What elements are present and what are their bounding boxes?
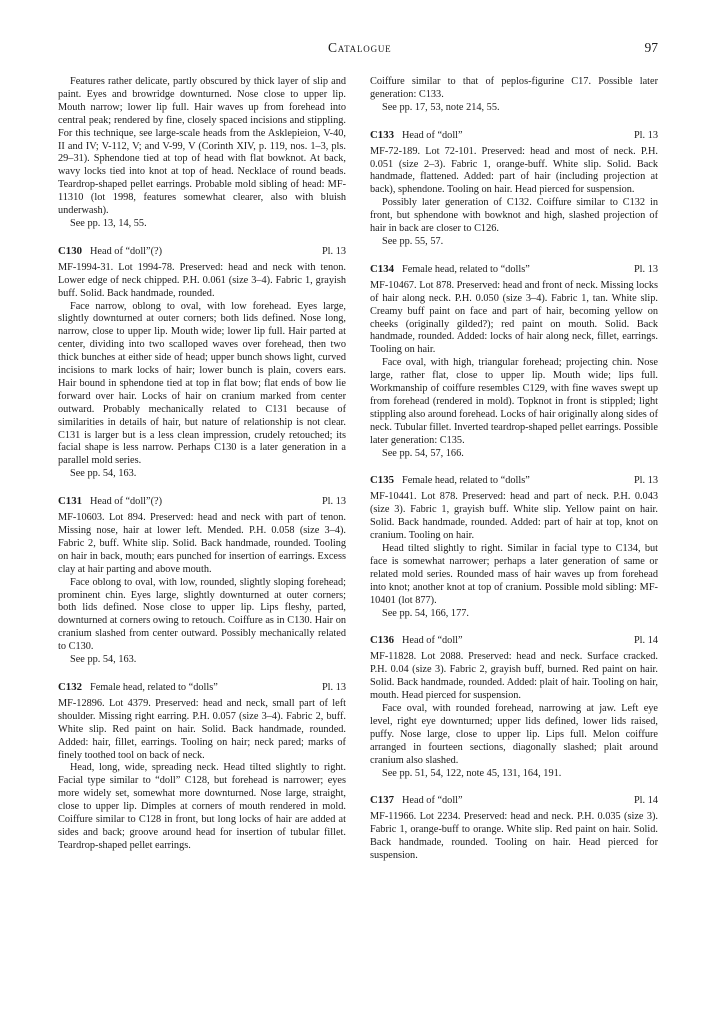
catalogue-entry bbox=[58, 681, 346, 853]
continuation-paragraph: Features rather delicate, partly obscured by thick layer of slip and paint. Eyes and browridge downturned. Nose close to upper lip. Mouth narrow; lower lip full. Hair waves up from forehead into central peak; rendered by fine, closely spaced incisions and stippling. For this technique, see large-scale heads from the Asklepieion, V-40, II and IV; V-112, V; and V-99, V (Corinth XIV, p. 119, nos. 1–3, pls. 29–31). Sphendone tied at top of head with flat bowknot. At back, wavy locks tied into knot at top of head. Necklace of round beads. Teardrop-shaped pellet earrings. Probable mold sibling of head: MF-11310 (lot 1998, features somewhat clearer, also with bluish underwash). bbox=[58, 76, 346, 217]
entry-plate: Pl. 14 bbox=[633, 635, 658, 647]
catalogue-entry bbox=[370, 634, 658, 780]
entry-plate: Pl. 13 bbox=[633, 263, 658, 275]
entry-heading-left bbox=[370, 474, 530, 488]
see-also: See pp. 54, 163. bbox=[70, 654, 137, 666]
entry-id: C133 bbox=[370, 128, 394, 141]
running-title: Catalogue bbox=[328, 40, 392, 55]
catalogue-entry bbox=[58, 495, 346, 667]
entry-heading bbox=[370, 474, 658, 488]
entry-heading-left bbox=[370, 794, 463, 808]
right-column bbox=[370, 76, 658, 863]
entry-title: Head of “doll” bbox=[402, 635, 463, 647]
entry-id: C131 bbox=[58, 495, 82, 508]
entry-title: Head of “doll”(?) bbox=[90, 496, 163, 508]
entry-heading-left bbox=[370, 634, 463, 648]
entry-description: MF-11966. Lot 2234. Preserved: head and neck. P.H. 0.035 (size 3). Fabric 1, orange-buff to orange. White slip. Red paint on hair. Solid. Back handmade, rounded. Tooling on hair. Head pierced for suspension. bbox=[370, 811, 658, 862]
entry-paragraph: Face oval, with rounded forehead, narrowing at jaw. Left eye level, right eye downturned; upper lids defined, lower lids raised, puffy. Nose large, close to upper lip. Lips full. Melon coiffure arranged in fourteen sections, diagonally slashed; plait around cranium also slashed. bbox=[370, 702, 658, 766]
entry-heading bbox=[58, 495, 346, 509]
catalogue-entry bbox=[58, 245, 346, 481]
entry-heading-left bbox=[58, 681, 218, 695]
entry-description: MF-10603. Lot 894. Preserved: head and neck with part of tenon. Missing nose, hair at lower left. Mended. P.H. 0.058 (size 3–4). Fabric 2, buff. White slip. Solid. Back handmade, rounded. Tooling on hair in back, mouth; ears punched for insertion of earrings. Excess clay at hair parting and above mouth. bbox=[58, 512, 346, 575]
entry-description: MF-10467. Lot 878. Preserved: head and front of neck. Missing locks of hair along neck. P.H. 0.050 (size 3–4). Fabric 1, tan. White slip. Creamy buff paint on face and part of hair, becoming yellow on cheeks (originally gilded?); red paint on mouth. Solid. Back handmade, rounded. Added: locks of hair along neck, fillet, earrings. Tooling on hair. bbox=[370, 279, 658, 356]
page-header bbox=[58, 40, 658, 60]
entry-heading-left bbox=[370, 129, 463, 143]
entry-title: Head of “doll” bbox=[402, 129, 463, 141]
entry-heading-left bbox=[58, 245, 162, 259]
catalogue-entry bbox=[370, 794, 658, 863]
see-also: See pp. 13, 14, 55. bbox=[70, 217, 147, 229]
left-entries bbox=[58, 245, 346, 853]
entry-description: MF-1994-31. Lot 1994-78. Preserved: head and neck with tenon. Lower edge of neck chipped. P.H. 0.061 (size 3–4). Fabric 1, grayish buff. Solid. Back handmade, rounded. bbox=[58, 261, 346, 299]
entry-plate: Pl. 13 bbox=[321, 681, 346, 693]
entry-heading bbox=[58, 245, 346, 259]
entry-paragraph: Face narrow, oblong to oval, with low forehead. Eyes large, slightly downturned at outer corners; both lids defined. Nose long, narrow, close to upper lip. Mouth wide; lower lip full. Hair parted at center, dividing into two scalloped waves over forehead, then two thick bunches at either side of head; upper bunch shows light, curved incisions to mark locks of hair; lower bunch is plain, covers ears. Hair bound in sphendone tied at top in flat bow; flat ends of bow lie forward over hair. Locks of hair on cranium marked from center outward. Probably mechanically related to C131 because of similarities in details of hair, but nature of relationship is not clear. C131 is larger but is a less clean impression, crudely retouched; its facial shape is less narrow. Perhaps C130 is a later generation in a parallel mold series. bbox=[58, 300, 346, 467]
see-also: See pp. 54, 163. bbox=[70, 468, 137, 480]
catalogue-entry bbox=[370, 129, 658, 249]
catalogue-entry bbox=[370, 474, 658, 620]
entry-plate: Pl. 13 bbox=[633, 129, 658, 141]
entry-id: C137 bbox=[370, 794, 394, 807]
entry-paragraph: Possibly later generation of C132. Coiffure similar to C132 in front, but sphendone with bowknot and high, slashed projection of hair in back are closer to C126. bbox=[370, 197, 658, 235]
entry-title: Head of “doll” bbox=[402, 795, 463, 807]
entry-heading bbox=[370, 634, 658, 648]
entry-title: Female head, related to “dolls” bbox=[402, 475, 530, 487]
entry-description: MF-11828. Lot 2088. Preserved: head and neck. Surface cracked. P.H. 0.04 (size 3). Fabric 2, grayish buff, burned. Red paint on hair. Solid. Back handmade, rounded. Added: plait of hair. Tooling on hair, mouth. Head pierced for suspension. bbox=[370, 651, 658, 702]
see-also: See pp. 17, 53, note 214, 55. bbox=[382, 101, 500, 113]
entry-paragraph: Face oblong to oval, with low, rounded, slightly sloping forehead; prominent chin. Eyes large, slightly downturned at outer corners; both lids defined. Nose close to upper lip. Lips fleshy, parted, downturned at corners owing to retouch. Coiffure as in C130. Hair on cranium slashed from center outward. Possibly mechanically related to C130. bbox=[58, 576, 346, 653]
entry-heading bbox=[58, 681, 346, 695]
catalogue-entry bbox=[370, 263, 658, 461]
entry-id: C130 bbox=[58, 244, 82, 257]
entry-title: Head of “doll”(?) bbox=[90, 245, 163, 257]
entry-plate: Pl. 13 bbox=[321, 496, 346, 508]
entry-title: Female head, related to “dolls” bbox=[402, 263, 530, 275]
entry-id: C134 bbox=[370, 262, 394, 275]
entry-heading-left bbox=[370, 263, 530, 277]
entry-description: MF-10441. Lot 878. Preserved: head and part of neck. P.H. 0.043 (size 3). Fabric 1, grayish buff. White slip. Yellow paint on hair. Solid. Back handmade, rounded. Added: part of hair at top, knot on cranium. Tooling on hair. bbox=[370, 491, 658, 542]
entry-description: MF-12896. Lot 4379. Preserved: head and neck, small part of left shoulder. Missing right earring. P.H. 0.057 (size 3–4). Fabric 2, buff. White slip. Red paint on hair. Solid. Back handmade, rounded. Added: hair, fillet, earrings. Tooling on hair; neck pared; marks of finely toothed tool on back of neck. bbox=[58, 697, 346, 761]
entry-title: Female head, related to “dolls” bbox=[90, 681, 218, 693]
entry-heading bbox=[370, 794, 658, 808]
see-also: See pp. 51, 54, 122, note 45, 131, 164, 191. bbox=[382, 767, 562, 779]
left-column bbox=[58, 76, 346, 853]
entry-heading bbox=[370, 263, 658, 277]
entry-plate: Pl. 13 bbox=[633, 475, 658, 487]
entry-plate: Pl. 14 bbox=[633, 795, 658, 807]
entry-paragraph: Head tilted slightly to right. Similar in facial type to C134, but face is somewhat narrower; perhaps a later generation of same or related mold series. Rounded mass of hair waves up from forehead into knot; another knot at top of cranium. Possible mold sibling: MF-10401 (lot 877). bbox=[370, 543, 658, 606]
see-also: See pp. 54, 166, 177. bbox=[382, 607, 469, 619]
entry-id: C132 bbox=[58, 680, 82, 693]
entry-heading-left bbox=[58, 495, 162, 509]
entry-paragraph: Head, long, wide, spreading neck. Head tilted slightly to right. Facial type similar to “doll” C128, but forehead is narrower; eyes more widely set, somewhat more downturned. Nose large, straight, close to upper lip. Dimples at corners of mouth rendered in mold. Coiffure similar to C128 in front, but long locks of hair are added at sides and back; groove around head for insertion of tubular fillet. Teardrop-shaped pellet earrings. bbox=[58, 762, 346, 851]
entry-id: C135 bbox=[370, 474, 394, 487]
entry-description: MF-72-189. Lot 72-101. Preserved: head and most of neck. P.H. 0.051 (size 2–3). Fabric 1, orange-buff. White slip. Solid. Back handmade, flattened. Added: part of hair (including projection at back), sphendone. Tooling on hair. Head pierced for suspension. bbox=[370, 145, 658, 196]
see-also: See pp. 54, 57, 166. bbox=[382, 447, 464, 459]
entry-plate: Pl. 13 bbox=[321, 245, 346, 257]
entry-id: C136 bbox=[370, 634, 394, 647]
right-entries bbox=[370, 129, 658, 863]
page-number: 97 bbox=[644, 40, 658, 55]
see-also: See pp. 55, 57. bbox=[382, 235, 444, 247]
continuation-paragraph: Coiffure similar to that of peplos-figurine C17. Possible later generation: C133. bbox=[370, 76, 658, 100]
entry-paragraph: Face oval, with high, triangular forehead; projecting chin. Nose large, rather flat, close to upper lip. Mouth wide; lips full. Workmanship of coiffure resembles C129, with fine waves swept up from forehead (rendered in mold). Topknot in front is stippled; light stippling also around forehead. Locks of hair originally along sides of neck. Tubular fillet. Inverted teardrop-shaped pellet earrings. Possible later generation: C135. bbox=[370, 357, 658, 446]
entry-heading bbox=[370, 129, 658, 143]
